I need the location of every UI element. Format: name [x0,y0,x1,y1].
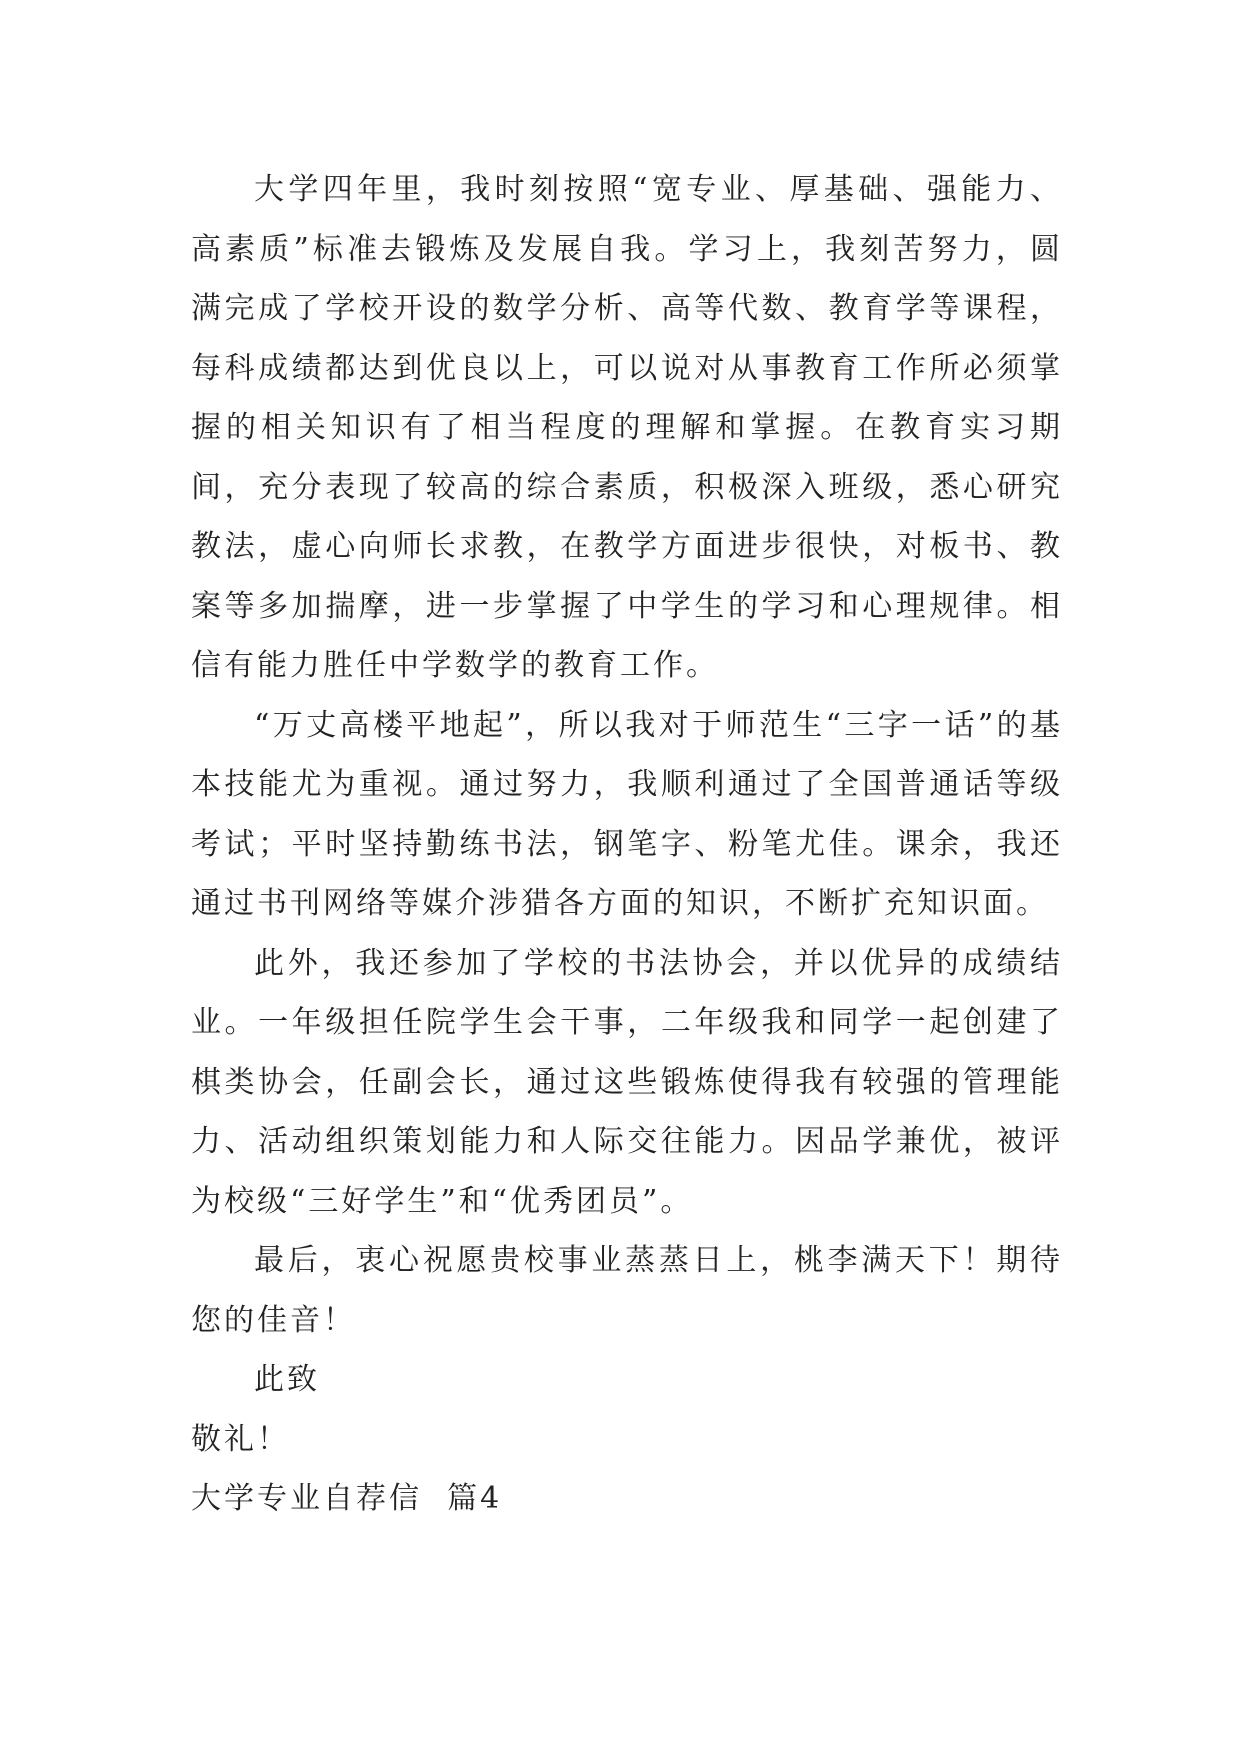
next-section-heading: 大学专业自荐信 篇4 [191,1481,503,1516]
paragraph-activities: 此外，我还参加了学校的书法协会，并以优异的成绩结业。一年级担任院学生会干事，二年级我和同学一起创建了棋类协会，任副会长，通过这些锻炼使得我有较强的管理能力、活动组织策划能力和人际交往能力。因品学兼优，被评为校级“三好学生”和“优秀团员”。 [191,945,1063,1219]
paragraph-wishes: 最后，衷心祝愿贵校事业蒸蒸日上，桃李满天下！期待您的佳音！ [191,1243,1063,1338]
letter-body [191,160,1063,1529]
salutation: 敬礼！ [191,1421,290,1457]
paragraph-skills: “万丈高楼平地起”，所以我对于师范生“三字一话”的基本技能尤为重视。通过努力，我顺利通过了全国普通话等级考试；平时坚持勤练书法，钢笔字、粉笔尤佳。课余，我还通过书刊网络等媒介涉猎各方面的知识，不断扩充知识面。 [191,707,1063,921]
closing-greeting: 此致 [254,1362,320,1397]
paragraph-study: 大学四年里，我时刻按照“宽专业、厚基础、强能力、高素质”标准去锻炼及发展自我。学习上，我刻苦努力，圆满完成了学校开设的数学分析、高等代数、教育学等课程，每科成绩都达到优良以上，可以说对从事教育工作所必须掌握的相关知识有了相当程度的理解和掌握。在教育实习期间，充分表现了较高的综合素质，积极深入班级，悉心研究教法，虚心向师长求教，在教学方面进步很快，对板书、教案等多加揣摩，进一步掌握了中学生的学习和心理规律。相信有能力胜任中学数学的教育工作。 [191,172,1063,683]
